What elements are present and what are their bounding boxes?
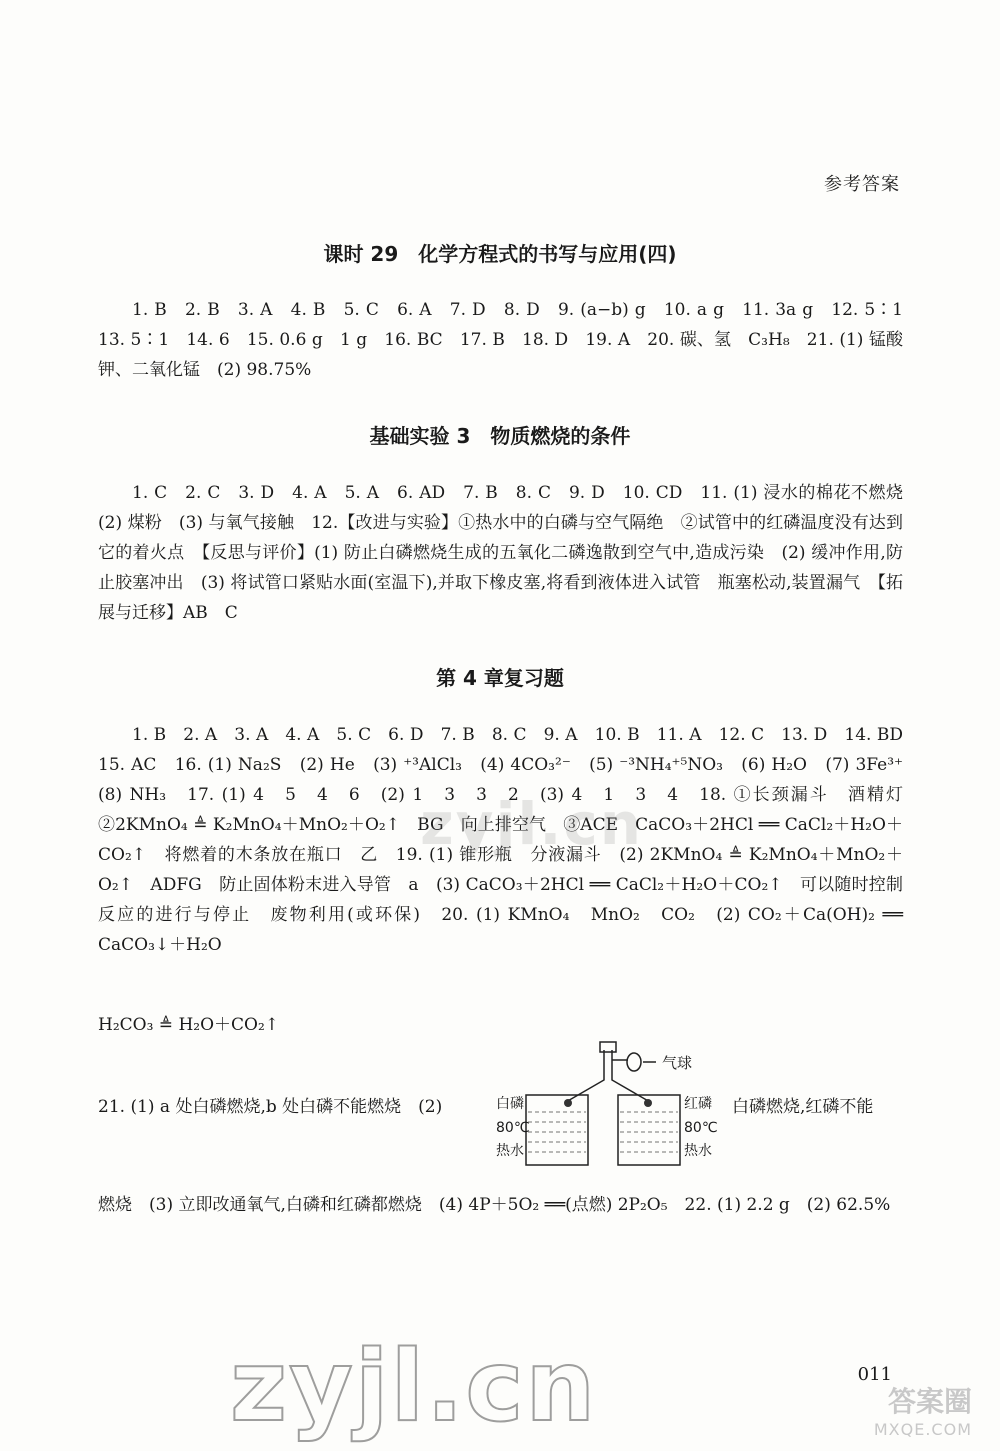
section-title-experiment-3: 基础实验 3 物质燃烧的条件 (369, 424, 631, 448)
label-temp-left: 80℃ (496, 1120, 530, 1136)
stopper (600, 1042, 616, 1052)
label-white-phosphorus: 白磷 (496, 1096, 524, 1112)
question-21-left-text: 21. (1) a 处白磷燃烧,b 处白磷不能燃烧 (2) (98, 1097, 443, 1117)
answers-chapter-4-review: 1. B 2. A 3. A 4. A 5. C 6. D 7. B 8. C 9. A 10. B 11. A 12. C 13. D 14. BD 15. AC 16. (1) Na₂S (2) He (3) ⁺³AlCl₃ (4) 4CO₃²⁻ (5) ⁻³NH₄⁺⁵NO₃ (6) H₂O (7) 3Fe³⁺ (8) NH₃ 17. (1) 4 5 4 6 (2) 1 3 3 2 (3) 4 1 3 4 18. ①长颈漏斗 酒精灯 ②2KMnO₄ ≜ K₂MnO₄＋MnO₂＋O₂↑ BG 向上排空气 ③ACE CaCO₃＋2HCl ══ CaCl₂＋H₂O＋CO₂↑ 将燃着的木条放在瓶口 乙 19. (1) 锥形瓶 分液漏斗 (2) 2KMnO₄ ≜ K₂MnO₄＋MnO₂＋O₂↑ ADFG 防止固体粉末进入导管 a (3) CaCO₃＋2HCl ══ CaCl₂＋H₂O＋CO₂↑ 可以随时控制反应的进行与停止 废物利用(或环保) 20. (1) KMnO₄ MnO₂ CO₂ (2) CO₂＋Ca(OH)₂ ══ CaCO₃↓＋H₂O (98, 725, 920, 955)
left-beaker (526, 1095, 588, 1165)
label-water-left: 热水 (496, 1143, 524, 1159)
label-temp-right: 80℃ (684, 1120, 718, 1136)
watermark-bottom: zyjl.cn (230, 1330, 598, 1444)
page-number: 011 (857, 1364, 892, 1385)
answers-chapter-4-tail: 燃烧 (3) 立即改通氧气,白磷和红磷都燃烧 (4) 4P＋5O₂ ══(点燃) 2P₂O₅ 22. (1) 2.2 g (2) 62.5% (98, 1195, 891, 1215)
label-water-right: 热水 (684, 1143, 712, 1159)
site-seal-logo (822, 1380, 972, 1440)
section-title-chapter-4-review: 第 4 章复习题 (436, 666, 564, 690)
y-tube (566, 1050, 650, 1102)
seal-domain: MXQE.COM (873, 1420, 972, 1439)
label-balloon: 气球 (662, 1054, 693, 1072)
seal-text: 答案圈 (887, 1385, 972, 1418)
label-red-phosphorus: 红磷 (684, 1096, 712, 1112)
section-title-lesson-29: 课时 29 化学方程式的书写与应用(四) (323, 242, 677, 266)
combustion-apparatus-figure (496, 1040, 728, 1170)
balloon (627, 1053, 641, 1071)
answers-chapter-4-line-h2co3: H₂CO₃ ≜ H₂O＋CO₂↑ (98, 1015, 280, 1035)
question-21-right-text: 白磷燃烧,红磷不能 (732, 1097, 874, 1117)
answers-experiment-3: 1. C 2. C 3. D 4. A 5. A 6. AD 7. B 8. C 9. D 10. CD 11. (1) 浸水的棉花不燃烧 (2) 煤粉 (3) 与氧气接触 12.【改进与实验】①热水中的白磷与空气隔绝 ②试管中的红磷温度没有达到它的着火点 【反思与评价】(1) 防止白磷燃烧生成的五氧化二磷逸散到空气中,造成污染 (2) 缓冲作用,防止胶塞冲出 (3) 将试管口紧贴水面(室温下),并取下橡皮塞,将看到液体进入试管 瓶塞松动,装置漏气 【拓展与迁移】AB C (98, 483, 920, 623)
watermark-center: zyjl.cn (420, 790, 644, 858)
page-header: 参考答案 (824, 174, 900, 195)
red-phosphorus-dot (644, 1099, 652, 1107)
white-phosphorus-dot (564, 1099, 572, 1107)
answers-lesson-29: 1. B 2. B 3. A 4. B 5. C 6. A 7. D 8. D 9. (a−b) g 10. a g 11. 3a g 12. 5∶1 13. 5∶1 14. 6 15. 0.6 g 1 g 16. BC 17. B 18. D 19. A 20. 碳、氢 C₃H₈ 21. (1) 锰酸钾、二氧化锰 (2) 98.75% (98, 300, 920, 380)
